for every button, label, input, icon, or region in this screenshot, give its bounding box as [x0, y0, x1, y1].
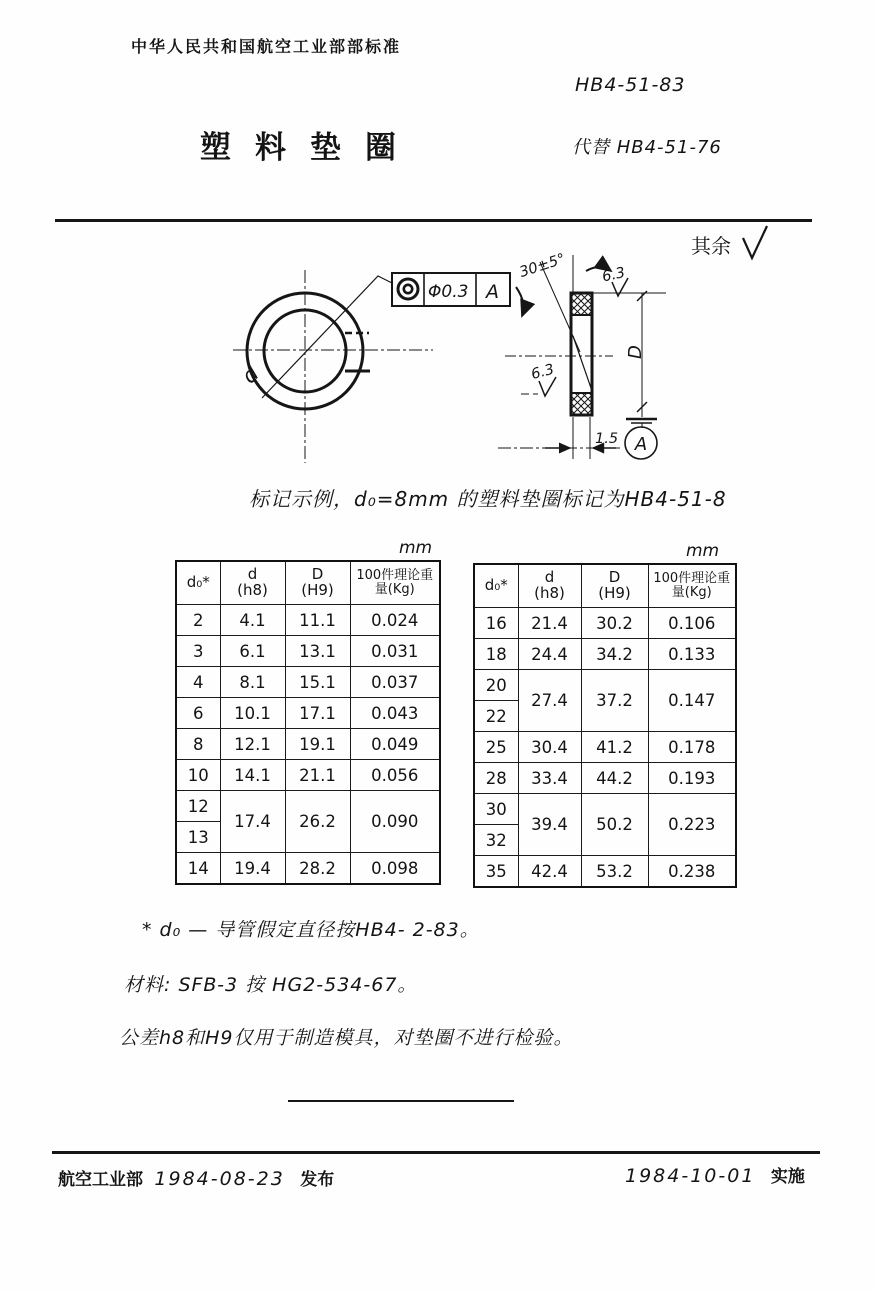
cell-d: 30.4 [518, 732, 581, 763]
cell-d0: 35 [474, 856, 518, 888]
cell-d0: 13 [176, 822, 220, 853]
table-row [176, 729, 440, 760]
table-row [176, 698, 440, 729]
concentricity-icon [398, 279, 418, 299]
table-row [176, 760, 440, 791]
release-label: 发布 [300, 1170, 335, 1190]
cell-w: 0.238 [648, 856, 736, 888]
replaces-note: 代替 HB4-51-76 [572, 137, 722, 158]
technical-drawing [0, 215, 874, 483]
table-row [474, 763, 736, 794]
table-row [474, 608, 736, 639]
cell-d0: 3 [176, 636, 220, 667]
note-d0: * d₀ — 导管假定直径按HB4- 2-83。 [142, 919, 480, 941]
implement-date: 1984-10-01 [625, 1165, 756, 1187]
angle-arrow-icon [516, 287, 524, 316]
leader-line [262, 276, 392, 398]
feature-control-frame [392, 273, 510, 306]
cell-d: 21.4 [518, 608, 581, 639]
footer-rule [52, 1151, 820, 1154]
unit-label-left: mm [399, 538, 433, 558]
cell-d: 17.4 [220, 791, 285, 853]
cell-w: 0.178 [648, 732, 736, 763]
release-date: 1984-08-23 [154, 1168, 285, 1190]
cell-d0: 14 [176, 853, 220, 885]
cell-d: 19.4 [220, 853, 285, 885]
thickness-label: 1.5 [595, 431, 619, 447]
cell-w: 0.098 [350, 853, 440, 885]
col-header-d0: d₀* [474, 564, 518, 608]
footer-org: 航空工业部 [58, 1170, 143, 1190]
cell-D: 41.2 [581, 732, 648, 763]
table-row [474, 639, 736, 670]
marking-example: 标记示例，d₀=8mm 的塑料垫圈标记为HB4-51-8 [249, 487, 727, 511]
table-row [176, 636, 440, 667]
cell-d: 27.4 [518, 670, 581, 732]
datum-label: A [634, 434, 648, 455]
note-material: 材料: SFB-3 按 HG2-534-67。 [124, 974, 418, 996]
mid-diagonal-line [573, 336, 591, 388]
unit-label-right: mm [686, 541, 720, 561]
col-header-weight: 100件理论重量(Kg) [648, 564, 736, 608]
implement-label: 实施 [770, 1167, 805, 1187]
table-row [474, 856, 736, 888]
fcf-datum: A [486, 281, 499, 303]
col-header-d: d (h8) [518, 564, 581, 608]
note-tolerance: 公差h8和H9仅用于制造模具，对垫圈不进行检验。 [119, 1027, 574, 1049]
cell-d0: 22 [474, 701, 518, 732]
cell-d0: 30 [474, 794, 518, 825]
cell-w: 0.090 [350, 791, 440, 853]
cell-d: 14.1 [220, 760, 285, 791]
cell-d: 24.4 [518, 639, 581, 670]
table-row [176, 605, 440, 636]
footer-release [58, 1165, 334, 1190]
table-row [474, 670, 736, 701]
cell-D: 28.2 [285, 853, 350, 885]
cell-w: 0.223 [648, 794, 736, 856]
cell-w: 0.056 [350, 760, 440, 791]
hatch-top [571, 293, 592, 315]
col-header-d0: d₀* [176, 561, 220, 605]
cell-d0: 20 [474, 670, 518, 701]
cell-D: 50.2 [581, 794, 648, 856]
fcf-tolerance: Φ0.3 [428, 282, 469, 302]
cell-w: 0.037 [350, 667, 440, 698]
page-title: 塑料垫圈 [200, 130, 420, 166]
cell-w: 0.106 [648, 608, 736, 639]
col-header-D: D (H9) [581, 564, 648, 608]
cell-d: 39.4 [518, 794, 581, 856]
cell-D: 30.2 [581, 608, 648, 639]
section-end-line [288, 1100, 514, 1102]
roughness-top-label: 6.3 [600, 265, 627, 286]
cell-D: 19.1 [285, 729, 350, 760]
standard-org-title: 中华人民共和国航空工业部部标准 [131, 37, 402, 56]
roughness-check-icon [743, 226, 767, 258]
cell-w: 0.024 [350, 605, 440, 636]
cell-d: 4.1 [220, 605, 285, 636]
cell-d: 10.1 [220, 698, 285, 729]
cell-D: 34.2 [581, 639, 648, 670]
cell-d0: 6 [176, 698, 220, 729]
cell-D: 13.1 [285, 636, 350, 667]
inner-diameter-label: d [237, 361, 264, 389]
cell-d0: 8 [176, 729, 220, 760]
cell-D: 37.2 [581, 670, 648, 732]
dimension-table-right [473, 563, 737, 888]
cell-d: 42.4 [518, 856, 581, 888]
cell-D: 15.1 [285, 667, 350, 698]
cell-w: 0.147 [648, 670, 736, 732]
cell-d: 6.1 [220, 636, 285, 667]
cell-d0: 25 [474, 732, 518, 763]
cell-d0: 32 [474, 825, 518, 856]
cell-w: 0.193 [648, 763, 736, 794]
cell-d: 33.4 [518, 763, 581, 794]
cell-d0: 12 [176, 791, 220, 822]
cell-w: 0.031 [350, 636, 440, 667]
table-row [176, 667, 440, 698]
table-header-row [474, 564, 736, 608]
angle-label: 30±5° [517, 251, 568, 281]
table-row [176, 791, 440, 822]
washer-section-view [498, 251, 666, 459]
cell-d0: 10 [176, 760, 220, 791]
cell-D: 26.2 [285, 791, 350, 853]
footer-implement [625, 1162, 805, 1187]
cell-d0: 4 [176, 667, 220, 698]
cell-d0: 28 [474, 763, 518, 794]
standard-number: HB4-51-83 [575, 74, 686, 96]
cell-w: 0.049 [350, 729, 440, 760]
cell-d0: 2 [176, 605, 220, 636]
cell-D: 44.2 [581, 763, 648, 794]
cell-D: 53.2 [581, 856, 648, 888]
others-roughness-mark [691, 226, 767, 258]
outer-diameter-label: D [625, 345, 646, 359]
table-header-row [176, 561, 440, 605]
cell-w: 0.043 [350, 698, 440, 729]
cell-d: 12.1 [220, 729, 285, 760]
cell-d: 8.1 [220, 667, 285, 698]
table-row [176, 853, 440, 885]
dimension-table-left [175, 560, 441, 885]
col-header-d: d (h8) [220, 561, 285, 605]
col-header-D: D (H9) [285, 561, 350, 605]
cell-D: 11.1 [285, 605, 350, 636]
table-row [474, 794, 736, 825]
hatch-bottom [571, 393, 592, 415]
cell-D: 21.1 [285, 760, 350, 791]
table-row [474, 732, 736, 763]
cell-d0: 16 [474, 608, 518, 639]
cell-D: 17.1 [285, 698, 350, 729]
others-label: 其余 [691, 234, 731, 258]
cell-d0: 18 [474, 639, 518, 670]
roughness-left-label: 6.3 [529, 361, 556, 384]
col-header-weight: 100件理论重量(Kg) [350, 561, 440, 605]
cell-w: 0.133 [648, 639, 736, 670]
